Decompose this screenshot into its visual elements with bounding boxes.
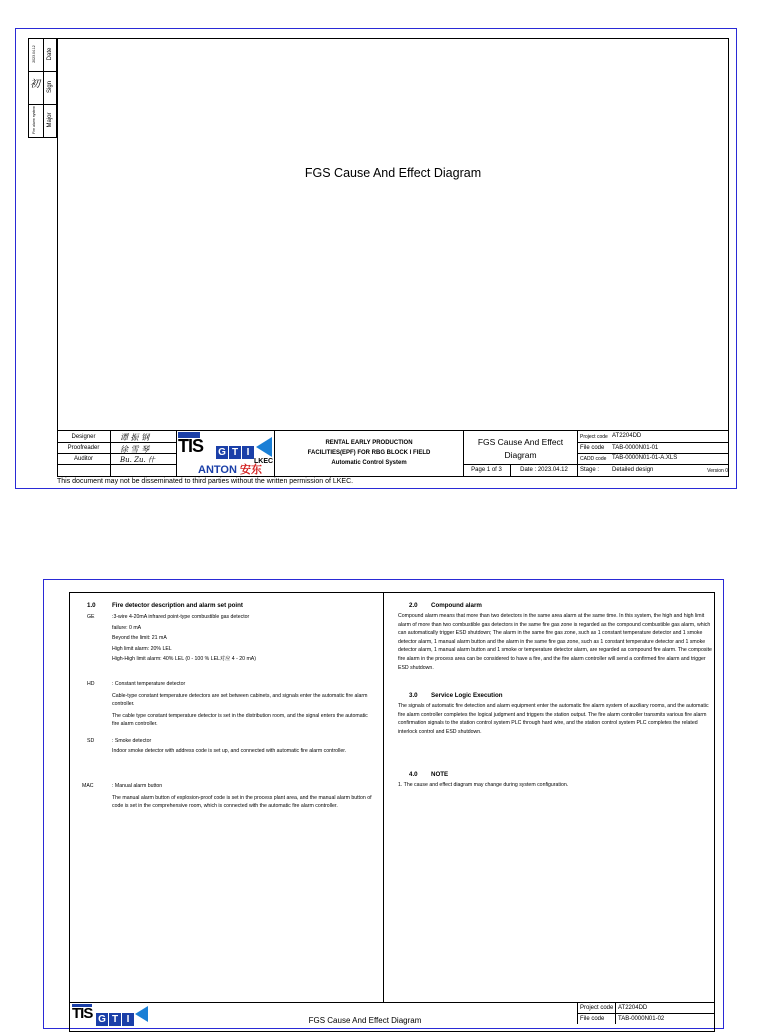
page2-project-code: AT2204DD: [618, 1005, 648, 1011]
section-2-title: Compound alarm: [431, 602, 482, 609]
section-3-text: The signals of automatic fire detection and alarm equipment enter the automatic fire alarm system of auxiliary rooms, and the automatic fire alarm controller completes the logical judgment and triggers the station output. The fire alarm controller transmits various fire alarm confirmation signals to the station control system PLC through hard wire, and the station control system PLC completes the related interlock control and ESD shutdown.: [398, 703, 709, 735]
cadd-code: TAB-0000N01-01-A.XLS: [612, 455, 678, 461]
auditor-label: Auditor: [73, 456, 93, 462]
ge-description: :3-wire 4-20mA infrared point-type combustible gas detector failure: 0 mA Beyond the limit: 21 mA High limit alarm: 20% LEL High-High limit alarm: 40% LEL (0 - 100 % LEL对应 4 - 20 mA): [112, 614, 256, 663]
ge-code: GE: [87, 614, 95, 620]
page2-footer-title: FGS Cause And Effect Diagram: [308, 1016, 422, 1025]
side-date-value: 2023.04.12: [32, 45, 36, 63]
stage-value: Detailed design: [612, 467, 654, 473]
file-code: TAB-0000N01-01: [612, 445, 659, 451]
mac-description: : Manual alarm button The manual alarm button of explosion-proof code is set in the process plant area, and the manual alarm button of code is set in the comprehensive room, which is connected with the automatic fire alarm controller.: [112, 783, 372, 810]
section-4-text: 1. The cause and effect diagram may change during system configuration.: [398, 782, 569, 788]
side-signature: 初: [30, 79, 40, 90]
page1-drawing-frame: [57, 38, 729, 477]
project-code: AT2204DD: [612, 433, 642, 439]
cadd-code-label: CADD code: [580, 456, 607, 462]
version: Version 0: [707, 468, 728, 474]
sd-code: SD: [87, 738, 95, 744]
doc-title: FGS Cause And Effect Diagram: [477, 437, 564, 460]
company-logos: [178, 432, 274, 476]
project-code-label: Project code: [580, 434, 608, 440]
page2-lkec-logo-icon: [135, 1006, 148, 1022]
designer-label: Designer: [71, 434, 96, 440]
section-4-number: 4.0: [409, 771, 418, 778]
file-code-label: File code: [580, 445, 605, 451]
page-number: Page 1 of 3: [471, 467, 502, 473]
page2-file-code-label: File code: [580, 1016, 605, 1022]
page2-file-code: TAB-0000N01-02: [618, 1016, 665, 1022]
section-4-title: NOTE: [431, 771, 449, 778]
side-major-value: Fire alarm system: [32, 106, 36, 134]
section-3-title: Service Logic Execution: [431, 692, 503, 699]
section-1-title: Fire detector description and alarm set point: [112, 602, 243, 609]
proofreader-label: Proofreader: [67, 445, 100, 451]
lkec-logo-icon: [256, 437, 272, 457]
mac-code: MAC: [82, 783, 94, 789]
lkec-logo-text: LKEC: [254, 458, 274, 465]
section-3-number: 3.0: [409, 692, 418, 699]
side-sign-label: Sign: [47, 81, 53, 94]
proofreader-signature: 徐 雪 琴: [120, 445, 150, 454]
sd-description: : Smoke detector Indoor smoke detector with address code is set up, and connected with automatic fire alarm controller.: [112, 738, 347, 754]
hd-description: : Constant temperature detector Cable-type constant temperature detectors are set between cabinets, and signals enter the automatic fire alarm controller. The cable type constant temperature detector is set in the distribution room, and the signal enters the automatic fire alarm controller.: [112, 681, 368, 728]
page2-tis-logo-text: TIS: [72, 1005, 93, 1022]
section-1-number: 1.0: [87, 602, 96, 609]
section-2-text: Compound alarm means that more than two detectors in the same area alarm at the same time. In this system, the high and high limit alarm of more than two combustible gas detectors in the same fire gas zone is regarded as the compound combustible gas alarm, which can automatically trigger ESD shutdown; The alarm in the same fire gas zone, such as 1 constant temperature detector and 1 smoke detector alarm, 1 manual alarm button and the alarm in the same fire gas zone, such as 1 constant temperature detector and 1 smoke detector alarm, 1 manual alarm button and 1 smoke or temperature detector alarm, are regarded as compound fire alarm. The composite fire alarm in the process area can be considered to have a fire, and the fire alarm controller will send a confirmed fire alarm and trigger ESD shutdown.: [398, 613, 712, 671]
anton-logo-text: ANTON 安东: [198, 464, 262, 476]
hd-code: HD: [87, 681, 95, 687]
page2-project-code-label: Project code: [580, 1005, 614, 1011]
tis-logo-text: TIS: [178, 436, 204, 456]
designer-signature: 谭 振 钢: [120, 433, 150, 442]
page2-logos: [72, 1004, 152, 1024]
disclaimer: This document may not be disseminated to third parties without the written permission of LKEC.: [57, 478, 354, 485]
page1-title: FGS Cause And Effect Diagram: [304, 166, 482, 180]
auditor-signature: Bu. Zu. 什: [120, 456, 155, 464]
gti-logo: G T I: [216, 442, 255, 460]
stage-label: Stage :: [580, 467, 600, 473]
side-date-label: Date: [47, 47, 53, 61]
page2-gti-logo: G T I: [96, 1009, 135, 1027]
side-major-label: Major: [47, 112, 53, 128]
doc-date: Date : 2023.04.12: [520, 467, 568, 473]
project-name: RENTAL EARLY PRODUCTION FACILITIES(EPF) FOR RBG BLOCK I FIELD Automatic Control System: [307, 440, 431, 466]
section-2-number: 2.0: [409, 602, 418, 609]
